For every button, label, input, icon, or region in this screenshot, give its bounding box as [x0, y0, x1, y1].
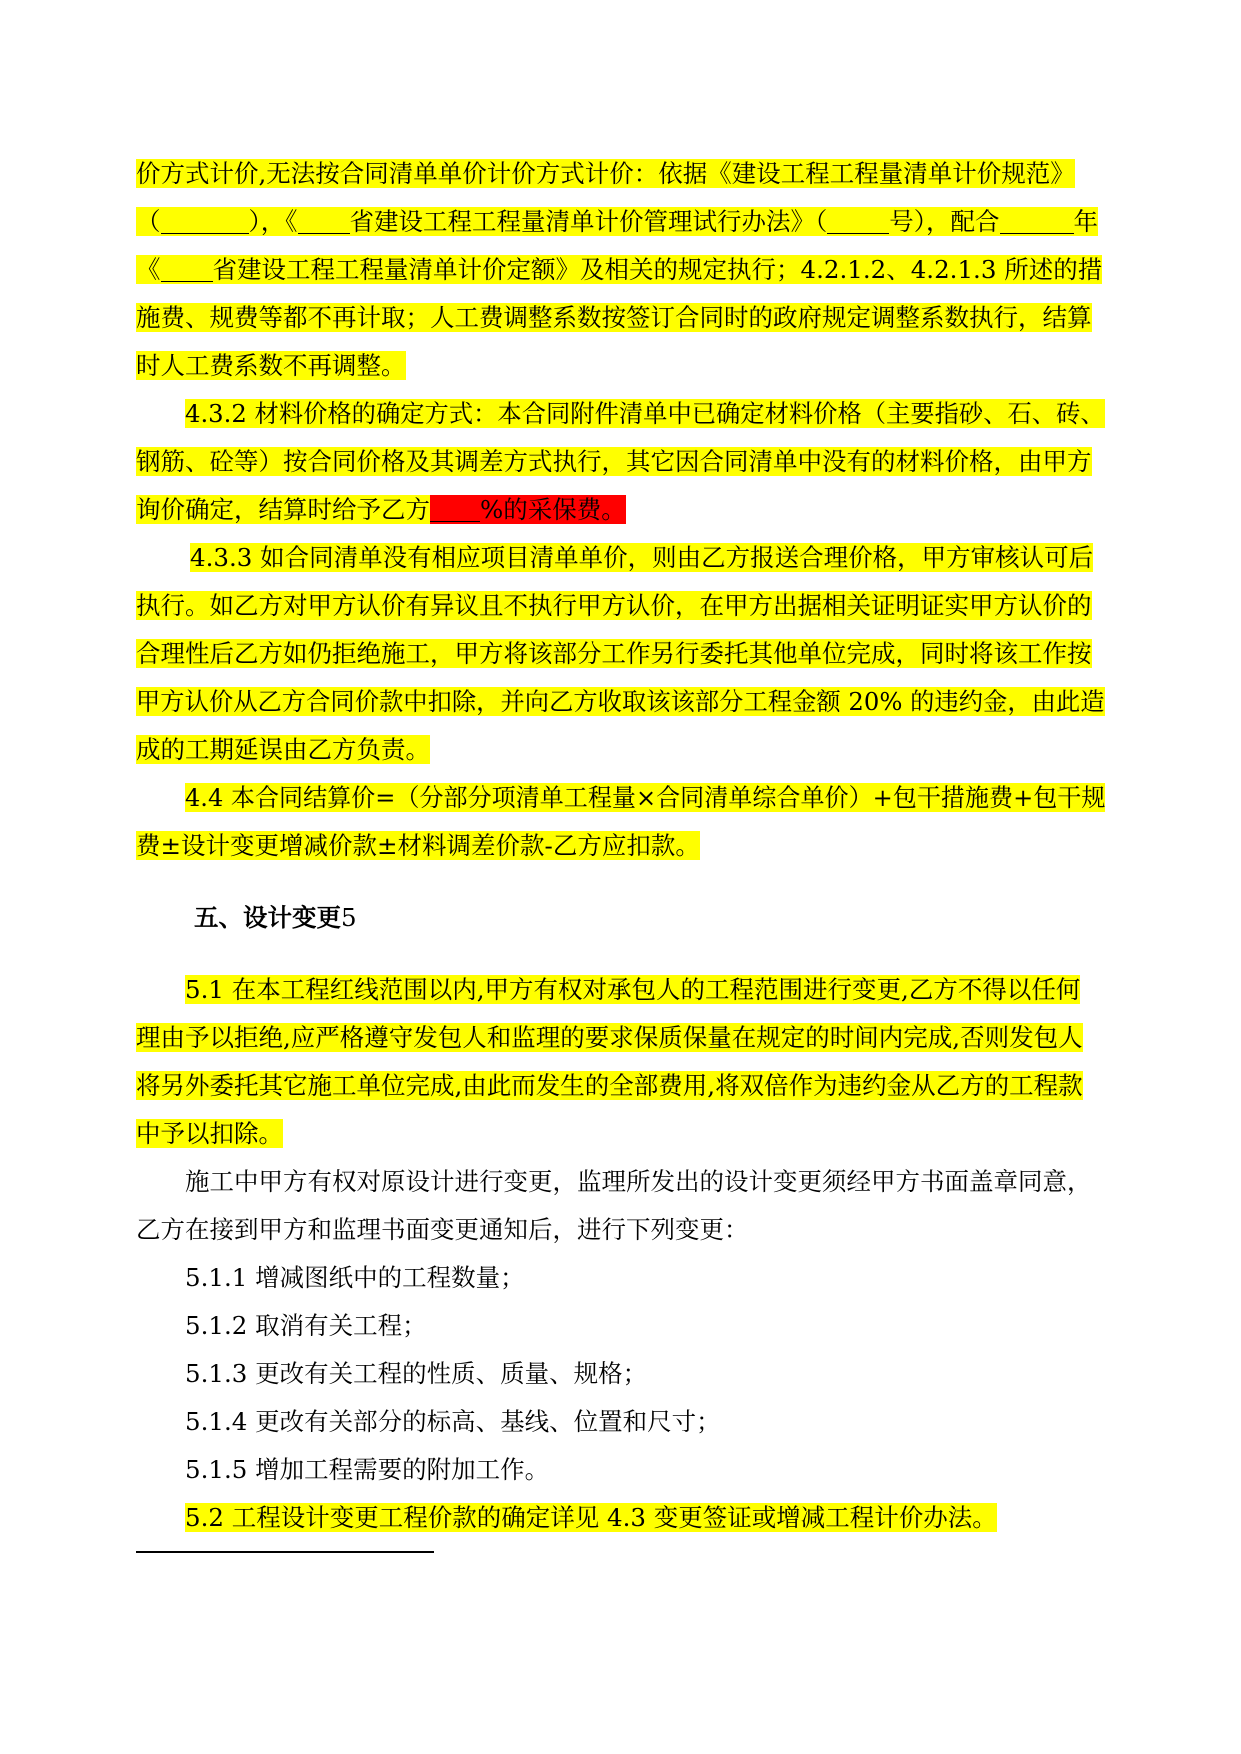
highlighted-text: 4.3.2 材料价格的确定方式：本合同附件清单中已确定材料价格（主要指砂、石、砖、 [185, 399, 1105, 428]
list-item: 5.1.4 更改有关部分的标高、基线、位置和尺寸； [185, 1407, 721, 1436]
section-heading [194, 894, 357, 942]
para-line [185, 390, 1105, 438]
heading-note: 5 [341, 903, 357, 932]
para-line [185, 1158, 1092, 1206]
para-line [190, 534, 1093, 582]
highlighted-text: 执行。如乙方对甲方认价有异议且不执行甲方认价，在甲方出据相关证明证实甲方认价的 [136, 591, 1092, 620]
para-line [136, 582, 1092, 630]
para-line [136, 246, 1102, 294]
list-item: 5.1.3 更改有关工程的性质、质量、规格； [185, 1359, 648, 1388]
para-line [136, 150, 1075, 198]
blank-underline [1000, 207, 1074, 234]
para-line [136, 1062, 1083, 1110]
red-highlighted-text: %的采保费。 [430, 495, 626, 524]
blank-underline [161, 255, 213, 282]
blank-underline [430, 495, 480, 522]
highlighted-text: 价方式计价,无法按合同清单单价计价方式计价：依据《建设工程工程量清单计价规范》 [136, 159, 1075, 188]
highlighted-text: 《 省建设工程工程量清单计价定额》及相关的规定执行；4.2.1.2、4.2.1.3 所述的措 [136, 255, 1103, 284]
highlighted-text: 成的工期延误由乙方负责。 [136, 735, 430, 764]
para-line [136, 294, 1092, 342]
para-line [136, 678, 1105, 726]
highlighted-text: 5.1 在本工程红线范围以内,甲方有权对承包人的工程范围进行变更,乙方不得以任何 [185, 975, 1081, 1004]
highlighted-text: 甲方认价从乙方合同价款中扣除，并向乙方收取该该部分工程金额 20% 的违约金，由此造 [136, 687, 1105, 716]
highlighted-text: 中予以扣除。 [136, 1119, 283, 1148]
highlighted-text: 钢筋、砼等）按合同价格及其调差方式执行，其它因合同清单中没有的材料价格，由甲方 [136, 447, 1092, 476]
highlighted-text: （ ），《 省建设工程工程量清单计价管理试行办法》（ 号），配合 年 [136, 207, 1098, 236]
para-line [136, 486, 626, 534]
blank-underline [298, 207, 350, 234]
para-line [185, 1494, 997, 1542]
para-line [136, 438, 1092, 486]
para-line [136, 1206, 749, 1254]
heading-text: 五、设计变更 [194, 903, 341, 932]
highlighted-text: 费±设计变更增减价款±材料调差价款-乙方应扣款。 [136, 831, 700, 860]
footnote-separator [136, 1551, 434, 1553]
para-line [136, 198, 1098, 246]
highlighted-text: 4.4 本合同结算价=（分部分项清单工程量×合同清单综合单价）+包干措施费+包干规 [185, 783, 1106, 812]
para-line [136, 822, 700, 870]
para-line [136, 1014, 1083, 1062]
highlighted-text: 施费、规费等都不再计取；人工费调整系数按签订合同时的政府规定调整系数执行，结算 [136, 303, 1092, 332]
list-item: 5.1.1 增减图纸中的工程数量； [185, 1263, 525, 1292]
highlighted-text: 询价确定，结算时给予乙方 [136, 495, 430, 524]
body-text: 乙方在接到甲方和监理书面变更通知后，进行下列变更： [136, 1215, 749, 1244]
blank-underline [827, 207, 889, 234]
highlighted-text: 合理性后乙方如仍拒绝施工，甲方将该部分工作另行委托其他单位完成，同时将该工作按 [136, 639, 1092, 668]
para-line [185, 966, 1080, 1014]
highlighted-text: 4.3.3 如合同清单没有相应项目清单单价，则由乙方报送合理价格，甲方审核认可后 [190, 543, 1094, 572]
para-line [136, 630, 1092, 678]
para-line [185, 774, 1105, 822]
highlighted-text: 时人工费系数不再调整。 [136, 351, 406, 380]
para-line [136, 726, 430, 774]
blank-underline [161, 207, 249, 234]
highlighted-text: 5.2 工程设计变更工程价款的确定详见 4.3 变更签证或增减工程计价办法。 [185, 1503, 997, 1532]
para-line [136, 342, 406, 390]
highlighted-text: 将另外委托其它施工单位完成,由此而发生的全部费用,将双倍作为违约金从乙方的工程款 [136, 1071, 1083, 1100]
list-item: 5.1.5 增加工程需要的附加工作。 [185, 1455, 550, 1484]
body-text: 施工中甲方有权对原设计进行变更，监理所发出的设计变更须经甲方书面盖章同意， [185, 1167, 1092, 1196]
highlighted-text: 理由予以拒绝,应严格遵守发包人和监理的要求保质保量在规定的时间内完成,否则发包人 [136, 1023, 1083, 1052]
list-item: 5.1.2 取消有关工程； [185, 1311, 427, 1340]
para-line [136, 1110, 283, 1158]
